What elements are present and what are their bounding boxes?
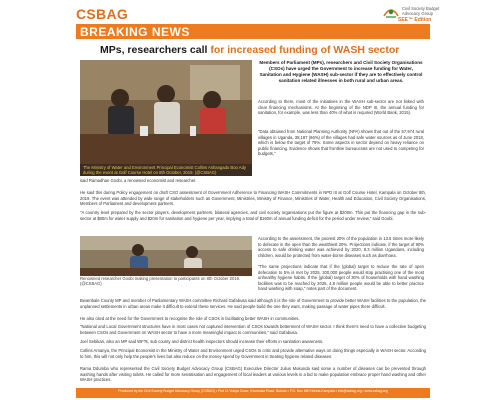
breaking-news-label: BREAKING NEWS (80, 25, 190, 39)
presenter-photo-image (80, 236, 252, 276)
body-paragraph-10: "National and Local Government structures have in most cases not captured intervention of CSOs towards betterment of WASH sector. I think there's need to have a collective budgeting between CSOs and Government on WASH sector to have a more meaningful impact to communities," said Gafabusa. (80, 324, 426, 335)
event-photo (80, 60, 252, 164)
event-photo-image (80, 60, 252, 164)
event-photo-caption: The Ministry of Water and Environment Principal Economist Collins Ashangado Boo Ady during the event at Golf Course Hotel on 8th October, 2019. (@CSBAG) (80, 164, 252, 176)
lead-paragraph: Members of Parliament (MPs), researchers and Civil Society Organisations (CSOs) have urged the Government to increase funding for Water, Sanitation and Hygiene (WASH) sub-sector if they are to effectively control sanitation related illnesses in both rural and urban areas. (259, 60, 423, 83)
headline-part-2: for increased funding of WASH sector (207, 44, 400, 56)
body-paragraph-8: Bwambale County MP and member of Parliamentary WASH committee Richard Gafabusa said although it is the role of Government to provide better WASH facilities to the population, the unplanned settlements in urban areas make it difficult to extend these services. He said people build the one they want, making passage of water pipes there difficult. (80, 298, 426, 309)
body-paragraph-11: Joel Sebikari, also an MP said WFTs, sub county and district health inspectors should increase their efforts in sanitation awareness. (80, 339, 324, 344)
body-paragraph-3: said Ramadhan Goobi, a renowned economist and researcher. (80, 178, 197, 183)
body-paragraph-6: According to the assessment, the poorest 20% of the population in 13.5 times more likely to defecate in the open than the wealthiest 20%. Projections indicate, if the target of 90% access to safe drinking water was achieved by 2020, 8.3 million Ugandans, including children, would be protected from water-borne diseases such as diarrhoea. (258, 236, 424, 258)
body-paragraph-5: "A country level prepared by the sector players, development partners, bilateral agencies, and civil society organisations put the figure at $200m. This put the financing gap in the sub-sector at $80m for water supply and $20m for sanitation and hygiene per year, implying a total of $160m of annual funding deficit for the period under review," said Goobi. (80, 210, 426, 221)
body-paragraph-12: Collins Amanya, the Principal Economist in the Ministry of Water and Environment urged CSOs to critic and provide alternative ways on doing things especially in WASH sector. According to him, this will not only help the people's lives but also reduce on the money spend by Government in treating hygiene related diseases. (80, 348, 426, 359)
presenter-photo (80, 236, 252, 276)
body-paragraph-1: According to them, most of the initiatives in the WASH sub-sector are not linked with clear financing mechanisms. At the beginning of the NDP III, the annual funding for sanitation, for example, was less than 40% of what is required (World Bank, 2015). (258, 99, 424, 115)
footer-text: Produced by the Civil Society Budget Advocacy Group (CSBAG) • Plot 11 Vubya Close, Kisumuka Road, Bukoto • P.O. Box 660 Ntinda-Kampala • info@csbag.org • www.csbag.org (118, 389, 388, 393)
body-paragraph-4: He said this during Policy engagement on draft CSO assessment of Government Adherence to Financing WASH Commitments in NPD III at Golf Course Hotel, Kampala on October 8th, 2019. The event was attended by wide range of stakeholders such as Government, Ministries, Ministry of Finance, Ministries of Water, Health and Education, Civil Society Organisations, Members of Parliament and development partners. (80, 190, 426, 206)
body-paragraph-13: Rama Ddumba who represented the Civil Society Budget Advocacy Group (CSBAG) Executive Director Julius Mukunda said some a number of diseases can be prevented through washing hands after visiting toilets. He called for more sensitisation and engagement of local leaders at various levels in a bid to make population embrace proper hand washing and other WASH practices. (80, 366, 426, 382)
presenter-photo-caption: Renowned researcher Goobi making presentation to participants on 8th October 2019. (@CSBAG) (80, 276, 241, 287)
body-paragraph-2: "Data obtained from National Planning Authority (NPA) shows that out of the 57,974 rural villages in Uganda, 38,187 (66%) of the villages had safe water sources as of June 2018, which is below the target of 79%. Some aspects in sector depend on heavy reliance on public financing. Evidence shows that frontline bureaucrats are not used to competing for budgets," (258, 129, 424, 156)
headline-part-1: MPs, researchers call (100, 44, 208, 56)
edition-label: SEE™ Edition (398, 17, 432, 23)
brand-name: CSBAG (76, 6, 129, 22)
headline (100, 44, 399, 56)
logo-text: Civil Society Budget Advocacy Group (402, 6, 440, 16)
body-paragraph-9: He also cited at the need for the Government to recognise the role of CSOs in facilitating better WASH in communities. (80, 316, 300, 321)
body-paragraph-7: "The same projections indicate that if the (global) target to reduce the rate of open defecation to 5% is met by 2025, 200,000 people would stop practising one of the most unhealthy hygiene habits. If the (global) target of 30% of households with hand washing facilities was to be reached by 2025, 4.8 million people would be able to better practice hand washing with soap," notes part of the document. (258, 264, 424, 291)
